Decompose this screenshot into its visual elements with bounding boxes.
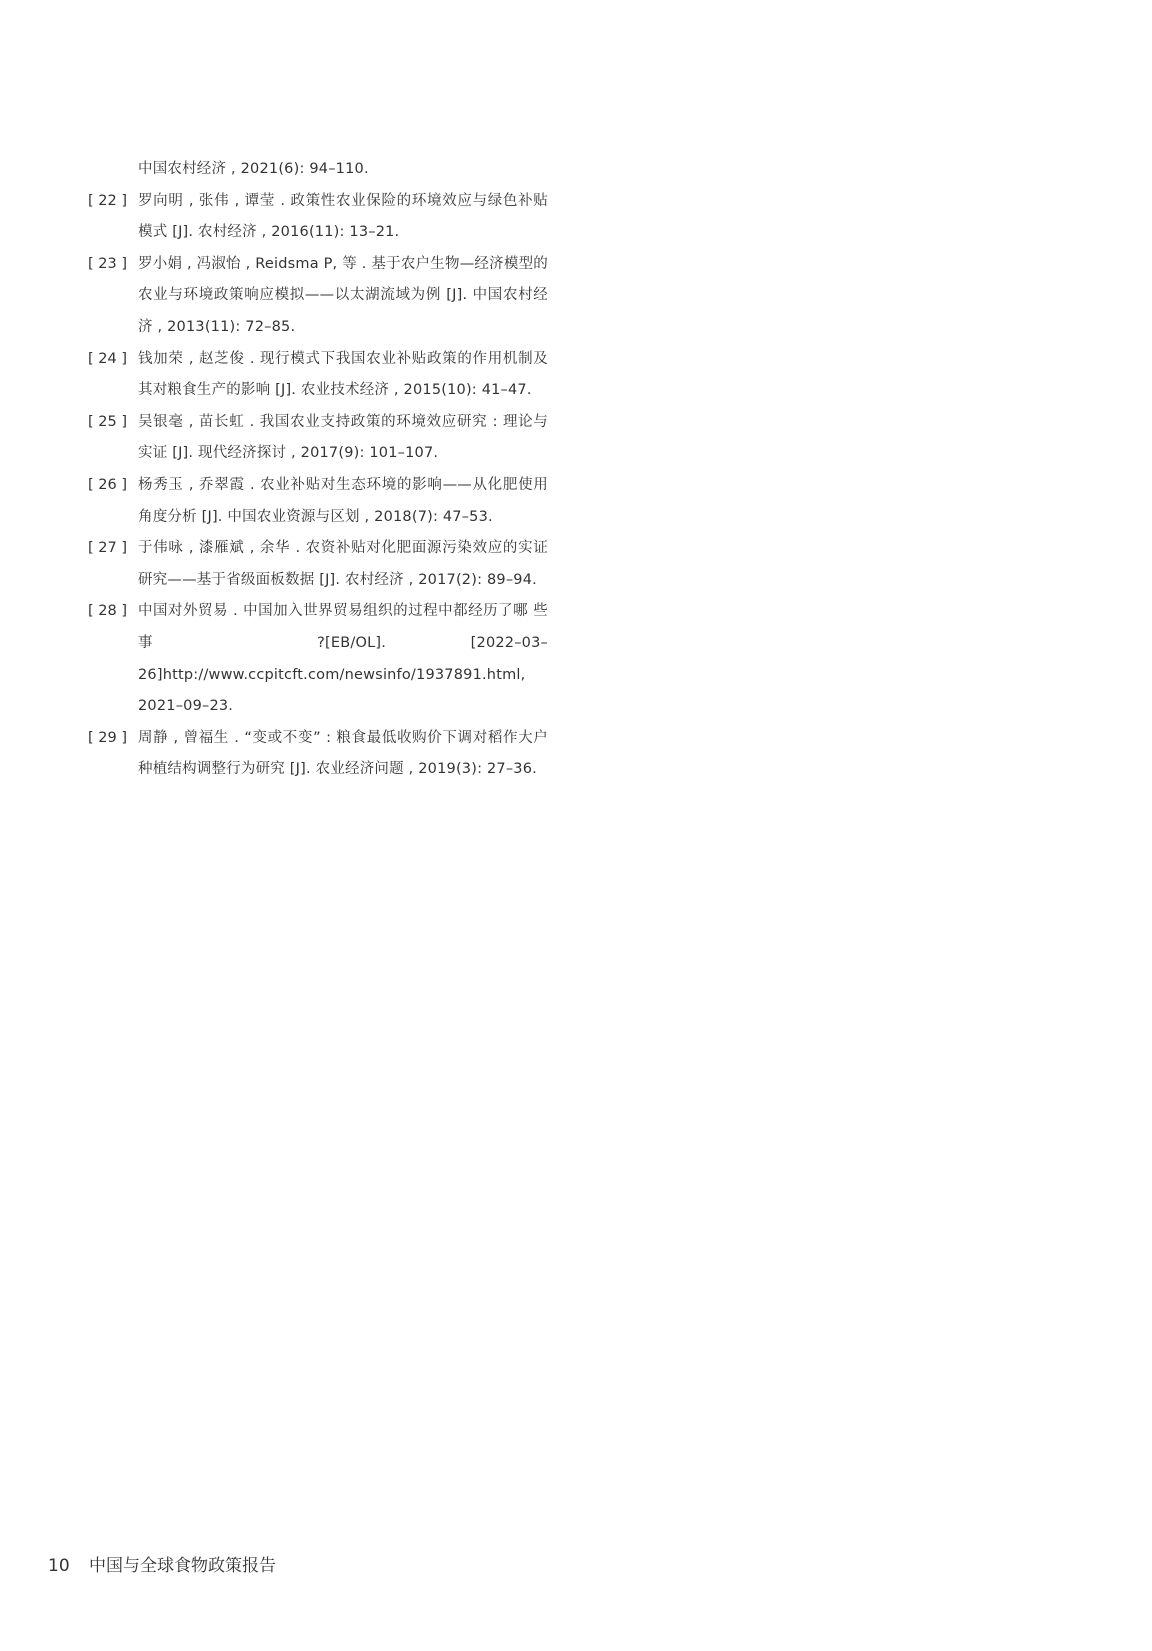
reference-text: 罗向明 , 张伟 , 谭莹 . 政策性农业保险的环境效应与绿色补贴模式 [J]. 农村经济 , 2016(11): 13–21. [138, 192, 548, 241]
page-footer [48, 1551, 276, 1576]
reference-text: 钱加荣 , 赵芝俊 . 现行模式下我国农业补贴政策的作用机制及其对粮食生产的影响 [J]. 农业技术经济 , 2015(10): 41–47. [138, 350, 548, 399]
reference-item [88, 470, 548, 533]
reference-text: 罗小娟 , 冯淑怡 , Reidsma P, 等 . 基于农户生物—经济模型的农业与环境政策响应模拟——以太湖流域为例 [J]. 中国农村经济 , 2013(11): 72–85. [138, 255, 548, 335]
reference-number: [ 27 ] [88, 540, 127, 557]
reference-item [88, 249, 548, 344]
page-number: 10 [48, 1556, 70, 1576]
reference-number: [ 23 ] [88, 255, 127, 272]
reference-item [88, 596, 548, 722]
reference-text: 吴银毫 , 苗长虹 . 我国农业支持政策的环境效应研究 : 理论与实证 [J]. 现代经济探讨 , 2017(9): 101–107. [138, 413, 548, 462]
reference-item [88, 344, 548, 407]
report-title: 中国与全球食物政策报告 [89, 1556, 277, 1576]
reference-item [88, 723, 548, 786]
reference-item [88, 407, 548, 470]
reference-number: [ 24 ] [88, 350, 127, 367]
reference-text: 中国农村经济 , 2021(6): 94–110. [138, 161, 369, 177]
reference-list [88, 154, 548, 786]
reference-number: [ 25 ] [88, 413, 127, 430]
reference-number: [ 26 ] [88, 476, 127, 493]
reference-item [88, 533, 548, 596]
reference-text: 中国对外贸易 . 中国加入世界贸易组织的过程中都经历了哪 些 事 ?[EB/OL]. [2022–03–26]http://www.ccpitcft.com/newsinfo/1937891.html, 2021–09–23. [138, 603, 548, 715]
reference-number: [ 28 ] [88, 603, 127, 620]
reference-item [88, 186, 548, 249]
reference-text: 周静 , 曾福生 . “变或不变” : 粮食最低收购价下调对稻作大户种植结构调整行为研究 [J]. 农业经济问题 , 2019(3): 27–36. [138, 729, 548, 778]
reference-text: 杨秀玉 , 乔翠霞 . 农业补贴对生态环境的影响——从化肥使用角度分析 [J]. 中国农业资源与区划 , 2018(7): 47–53. [138, 476, 548, 525]
reference-number: [ 29 ] [88, 729, 127, 746]
reference-item [88, 154, 548, 186]
reference-number: [ 22 ] [88, 192, 127, 209]
reference-text: 于伟咏 , 漆雁斌 , 余华 . 农资补贴对化肥面源污染效应的实证研究——基于省级面板数据 [J]. 农村经济 , 2017(2): 89–94. [138, 540, 548, 588]
